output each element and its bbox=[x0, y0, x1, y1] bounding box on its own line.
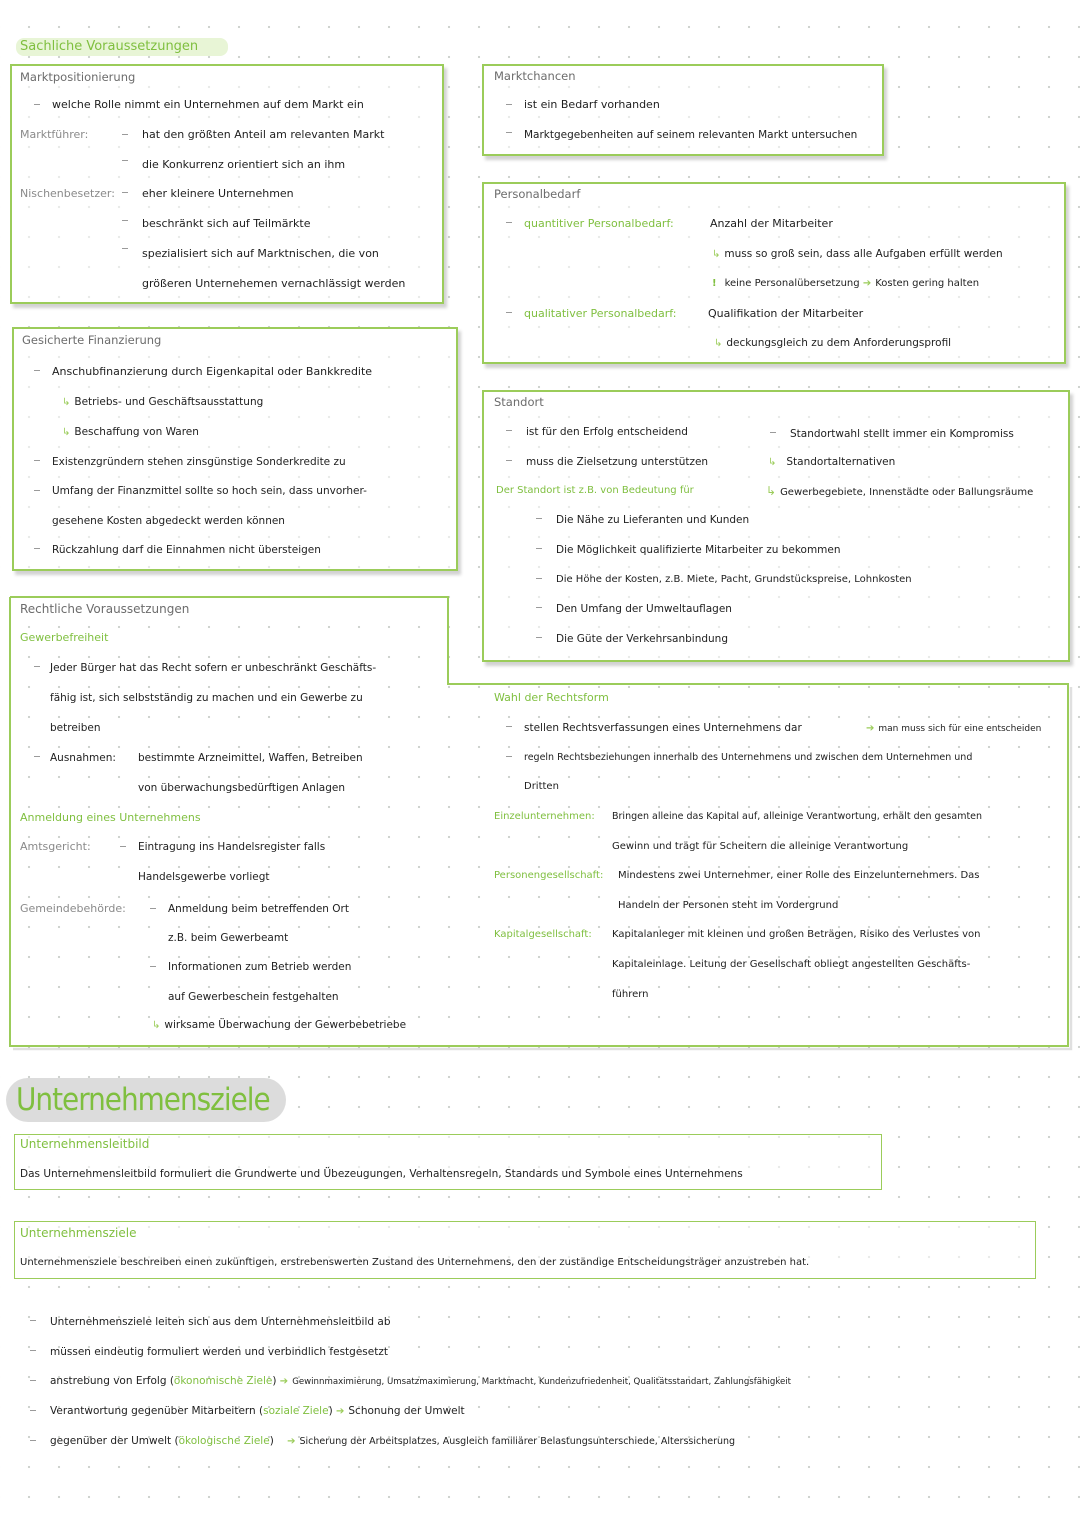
personen-label: Personengesellschaft: bbox=[494, 870, 604, 881]
arrow-right-icon: ➔ bbox=[279, 1376, 289, 1387]
ziele-title: Unternehmensziele bbox=[20, 1226, 137, 1240]
exceptions-line-2: von überwachungsbedürftigen Anlagen bbox=[138, 782, 346, 794]
rechtsform-item-3: Dritten bbox=[524, 781, 559, 792]
rechtsform-item-2: regeln Rechtsbeziehungen innerhalb des Unternehmens und zwischen dem Unternehmen und bbox=[524, 752, 973, 763]
arrow-icon: ↳ bbox=[766, 484, 777, 498]
standort-left-2: muss die Zielsetzung unterstützen bbox=[526, 456, 709, 468]
niche-item-3: spezialisiert sich auf Marktnischen, die von bbox=[142, 247, 379, 260]
personen-line-2: Handeln der Personen steht im Vordergrund bbox=[618, 900, 839, 911]
standort-right-2: Standortalternativen bbox=[786, 456, 896, 468]
leitbild-title: Unternehmensleitbild bbox=[20, 1137, 150, 1151]
arrow-icon: ↳ bbox=[152, 1020, 161, 1031]
box-ziele bbox=[14, 1221, 1036, 1279]
ziele-bullet-1: Unternehmensziele leiten sich aus dem Unternehmensleitbild ab bbox=[50, 1316, 391, 1328]
bullet-dash bbox=[34, 666, 40, 667]
standort-title: Standort bbox=[494, 395, 544, 409]
gemeinde-line-1: Anmeldung beim betreffenden Ort bbox=[168, 903, 349, 915]
bullet-dash bbox=[150, 966, 156, 967]
quant-note-2: keine Personalübersetzung bbox=[724, 278, 860, 289]
gewerbe-line-2: fähig ist, sich selbstständig zu machen und ein Gewerbe zu bbox=[50, 692, 363, 704]
gewerbe-line-3: betreiben bbox=[50, 722, 101, 734]
bullet-dash bbox=[30, 1350, 36, 1351]
marktchancen-item-1: ist ein Bedarf vorhanden bbox=[524, 98, 660, 111]
exceptions-label: Ausnahmen: bbox=[50, 752, 116, 764]
arrow-icon: ↳ bbox=[714, 338, 723, 349]
personen-line-1: Mindestens zwei Unternehmer, einer Rolle des Einzelunternehmers. Das bbox=[618, 870, 980, 881]
rechtsform-item-1: stellen Rechtsverfassungen eines Unternehmens dar bbox=[524, 722, 802, 734]
gemeinde-line-4: auf Gewerbeschein festgehalten bbox=[168, 991, 339, 1003]
leader-label: Marktführer: bbox=[20, 128, 89, 141]
leitbild-text: Das Unternehmensleitbild formuliert die Grundwerte und Übezeugungen, Verhaltensregeln, Standards und Symbole eines Unternehmens bbox=[20, 1168, 743, 1180]
ziele-bullet-4: Verantwortung gegenüber Mitarbeitern bbox=[50, 1405, 256, 1417]
einzel-label: Einzelunternehmen: bbox=[494, 811, 595, 822]
bullet-dash bbox=[120, 846, 126, 847]
bullet-dash bbox=[30, 1440, 36, 1441]
anmeldung-title: Anmeldung eines Unternehmens bbox=[20, 811, 201, 824]
rechtsform-note-row bbox=[866, 722, 1041, 736]
section-title: Sachliche Voraussetzungen bbox=[20, 39, 199, 54]
gewerbe-title: Gewerbefreiheit bbox=[20, 631, 109, 644]
standort-importance-label: Der Standort ist z.B. von Bedeutung für bbox=[496, 485, 694, 496]
arrow-right-icon: ➔ bbox=[336, 1406, 345, 1417]
ziele-bullet-3-category: ökonomische Ziele bbox=[173, 1375, 273, 1387]
finanzierung-item-2: Betriebs- und Geschäftsausstattung bbox=[74, 396, 264, 408]
standort-left-1: ist für den Erfolg entscheidend bbox=[526, 426, 688, 438]
finanzierung-item-4: Existenzgründern stehen zinsgünstige Sonderkredite zu bbox=[52, 456, 346, 468]
rechtlich-title: Rechtliche Voraussetzungen bbox=[20, 602, 190, 616]
kapital-label: Kapitalgesellschaft: bbox=[494, 929, 592, 940]
finanzierung-title: Gesicherte Finanzierung bbox=[22, 333, 162, 347]
arrow-right-icon: ➔ bbox=[287, 1436, 296, 1447]
bullet-dash bbox=[30, 1380, 36, 1381]
marktchancen-title: Marktchancen bbox=[494, 69, 576, 83]
amtsgericht-line-2: Handelsgewerbe vorliegt bbox=[138, 871, 270, 883]
personalbedarf-title: Personalbedarf bbox=[494, 187, 581, 201]
finanzierung-item-6: gesehene Kosten abgedeckt werden können bbox=[52, 515, 285, 527]
marktchancen-item-2: Marktgegebenheiten auf seinem relevanten Markt untersuchen bbox=[524, 129, 858, 141]
finanzierung-item-5: Umfang der Finanzmittel sollte so hoch sein, dass unvorher- bbox=[52, 485, 367, 497]
finanzierung-item-3: Beschaffung von Waren bbox=[74, 426, 199, 438]
arrow-icon: ↳ bbox=[62, 427, 71, 438]
rechtsform-note: man muss sich für eine entscheiden bbox=[878, 724, 1042, 734]
niche-label: Nischenbesetzer: bbox=[20, 187, 115, 200]
einzel-line-1: Bringen alleine das Kapital auf, alleinige Verantwortung, erhält den gesamten bbox=[612, 811, 983, 822]
marktpositionierung-question: welche Rolle nimmt ein Unternehmen auf dem Markt ein bbox=[52, 98, 364, 111]
gemeinde-line-3: Informationen zum Betrieb werden bbox=[168, 961, 352, 973]
ziele-bullet-3: anstrebung von Erfolg bbox=[50, 1375, 167, 1387]
gemeinde-label: Gemeindebehörde: bbox=[20, 902, 126, 915]
standort-importance-4: Den Umfang der Umweltauflagen bbox=[556, 603, 732, 615]
gemeinde-line-2: z.B. beim Gewerbeamt bbox=[168, 932, 289, 944]
bullet-dash bbox=[506, 756, 512, 757]
qual-value: Qualifikation der Mitarbeiter bbox=[708, 307, 864, 320]
kapital-line-1: Kapitalanleger mit kleinen und großen Beträgen, Risiko des Verlustes von bbox=[612, 929, 981, 940]
ziele-bullet-3-result: Gewinnmaximierung, Umsatzmaximierung, Marktmacht, Kundenzufriedenheit, Qualitätsstandart, Zahlungsfähigkeit bbox=[292, 1377, 792, 1387]
standort-right-1: Standortwahl stellt immer ein Kompromiss bbox=[790, 428, 1014, 440]
ziele-bullet-5-category: ökologische Ziele bbox=[178, 1435, 270, 1447]
amtsgericht-line-1: Eintragung ins Handelsregister falls bbox=[138, 841, 326, 853]
kapital-line-3: führern bbox=[612, 989, 649, 1000]
amtsgericht-label: Amtsgericht: bbox=[20, 840, 91, 853]
ziele-text: Unternehmensziele beschreiben einen zukünftigen, erstrebenswerten Zustand des Unternehmens, den der zuständige Entscheidungsträger anzustreben hat. bbox=[20, 1257, 810, 1268]
ziele-bullet-4-category: soziale Ziele bbox=[263, 1405, 329, 1417]
arrow-icon: ↳ bbox=[62, 397, 71, 408]
exclamation-mark: ! bbox=[712, 278, 717, 289]
ziele-bullet-5: gegenüber der Umwelt bbox=[50, 1435, 172, 1447]
gemeinde-line-5: wirksame Überwachung der Gewerbebetriebe bbox=[164, 1019, 407, 1031]
bullet-dash bbox=[30, 1410, 36, 1411]
niche-item-4: größeren Unternehemen vernachlässigt werden bbox=[142, 277, 406, 290]
quant-note-1: muss so groß sein, dass alle Aufgaben erfüllt werden bbox=[724, 248, 1003, 260]
quant-label: quantitiver Personalbedarf: bbox=[524, 217, 674, 230]
ziele-bullet-5-result: Sicherung der Arbeitsplatzes, Ausgleich familiärer Belastungsunterschiede, Alterssicherung bbox=[299, 1436, 736, 1447]
gemeinde-line-5-row bbox=[152, 1018, 406, 1033]
standort-importance-2: Die Möglichkeit qualifizierte Mitarbeiter zu bekommen bbox=[556, 544, 841, 556]
bullet-dash bbox=[150, 908, 156, 909]
finanzierung-item-1: Anschubfinanzierung durch Eigenkapital oder Bankkredite bbox=[52, 365, 373, 378]
arrow-right-icon: ➔ bbox=[862, 278, 872, 289]
ziele-bullet-2: müssen eindeutig formuliert werden und verbindlich festgesetzt bbox=[50, 1346, 388, 1358]
standort-importance-3: Die Höhe der Kosten, z.B. Miete, Pacht, Grundstückspreise, Lohnkosten bbox=[556, 574, 912, 585]
qual-note: deckungsgleich zu dem Anforderungsprofil bbox=[726, 337, 952, 349]
finanzierung-item-7: Rückzahlung darf die Einnahmen nicht übersteigen bbox=[52, 544, 321, 556]
rechtsform-title: Wahl der Rechtsform bbox=[494, 691, 609, 704]
niche-item-1: eher kleinere Unternehmen bbox=[142, 187, 294, 200]
leader-item-1: hat den größten Anteil am relevanten Markt bbox=[142, 128, 385, 141]
ziele-bullet-4-result: Schonung der Umwelt bbox=[348, 1405, 465, 1417]
arrow-icon: ↳ bbox=[712, 249, 721, 260]
ziele-bullet-4-row: Verantwortung gegenüber Mitarbeitern (soziale Ziele) ➔ Schonung der Umwelt bbox=[50, 1405, 465, 1417]
qual-label: qualitativer Personalbedarf: bbox=[524, 307, 677, 320]
gewerbe-line-1: Jeder Bürger hat das Recht sofern er unbeschränkt Geschäfts- bbox=[50, 662, 377, 674]
quant-note-2-result: Kosten gering halten bbox=[875, 278, 980, 289]
standort-importance-5: Die Güte der Verkehrsanbindung bbox=[556, 633, 729, 645]
arrow-right-icon: ➔ bbox=[866, 723, 875, 734]
ziele-bullet-5-row: gegenüber der Umwelt (ökologische Ziele) ➔ Sicherung der Arbeitsplatzes, Ausgleich familiärer Belastungsunterschiede, Alterssicherung bbox=[50, 1435, 736, 1447]
exceptions-line-1: bestimmte Arzneimittel, Waffen, Betreiben bbox=[138, 752, 363, 764]
niche-item-2: beschränkt sich auf Teilmärkte bbox=[142, 217, 311, 230]
bullet-dash bbox=[34, 756, 40, 757]
leader-item-2: die Konkurrenz orientiert sich an ihm bbox=[142, 158, 346, 171]
bullet-dash bbox=[30, 1320, 36, 1321]
arrow-icon: ↳ bbox=[768, 457, 777, 468]
quant-value: Anzahl der Mitarbeiter bbox=[710, 217, 833, 230]
einzel-line-2: Gewinn und trägt für Scheitern die alleinige Verantwortung bbox=[612, 841, 909, 852]
kapital-line-2: Kapitaleinlage. Leitung der Gesellschaft obliegt angestellten Geschäfts- bbox=[612, 959, 971, 970]
standort-importance-1: Die Nähe zu Lieferanten und Kunden bbox=[556, 514, 750, 526]
marktpositionierung-title: Marktpositionierung bbox=[20, 70, 136, 84]
standort-right-3: Gewerbegebiete, Innenstädte oder Ballungsräume bbox=[780, 487, 1034, 498]
bullet-dash bbox=[506, 726, 512, 727]
ziele-bullet-3-row: anstrebung von Erfolg (ökonomische Ziele) ➔ Gewinnmaximierung, Umsatzmaximierung, Marktmacht, Kundenzufriedenheit, Qualitätsstandart, Zahlungsfähigkeit bbox=[50, 1375, 792, 1387]
ziele-big-title: Unternehmensziele bbox=[6, 1078, 286, 1122]
